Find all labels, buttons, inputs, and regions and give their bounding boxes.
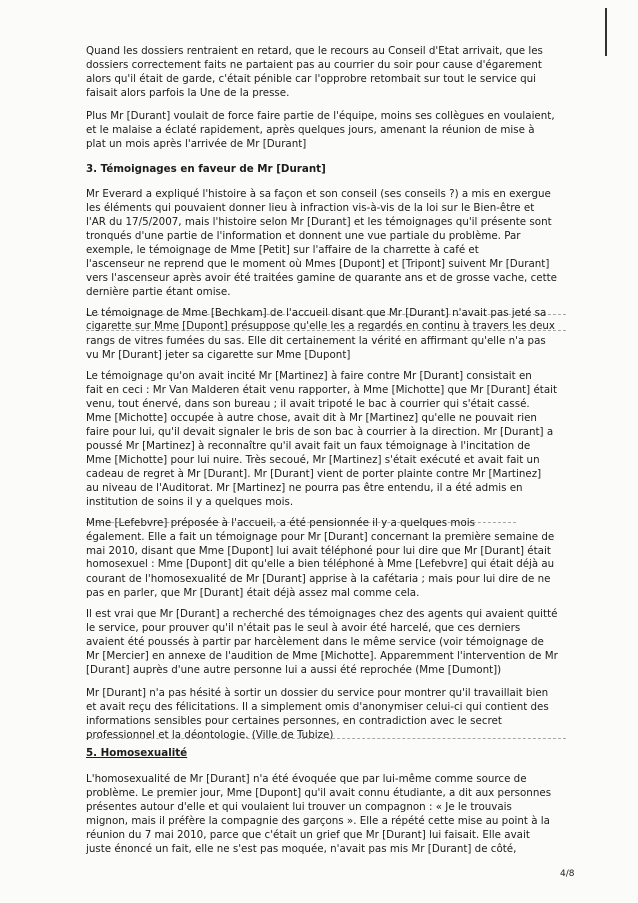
text-line: institution de soins il y a quelques mois.	[86, 496, 294, 508]
text-line: pas en parler, que Mr [Durant] était déjà assez mal comme cela.	[86, 587, 420, 599]
text-line: alors qu'il était de garde, c'était pénible car l'opprobre retombait sur tout le service qui	[86, 73, 536, 85]
text-line: Mme [Michotte] pour lui nuire. Très secoué, Mr [Martinez] s'était exécuté et avait fait un	[86, 454, 540, 466]
text-line: Mme [Michotte] occupée à autre chose, avait dit à Mr [Martinez] qu'elle ne pouvait rien	[86, 412, 537, 424]
text-line: professionnel et la déontologie. (Ville de Tubize)	[86, 729, 334, 741]
text-line: Quand les dossiers rentraient en retard, que le recours au Conseil d'Etat arrivait, que les	[86, 45, 543, 57]
scan-mark	[605, 8, 607, 56]
text-line: l'AR du 17/5/2007, mais l'histoire selon Mr [Durant] et les témoignages qu'il présente sont	[86, 216, 552, 228]
text-line: au niveau de l'Auditorat. Mr [Martinez] ne pourra pas être entendu, il a été admis en	[86, 482, 523, 494]
text-line: juste énoncé un fait, elle ne s'est pas moquée, n'avait pas mis Mr [Durant] de côté,	[86, 843, 517, 855]
text-line: venu, tout énervé, dans son bureau ; il avait tripoté le bac à courrier qui s'était cassé.	[86, 398, 530, 410]
text-line: [Durant] auprès d'une autre personne lui a aussi été reprochée (Mme [Dumont])	[86, 664, 502, 676]
text-line: le service, pour prouver qu'il n'était pas le seul à avoir été harcelé, que ces derniers	[86, 622, 521, 634]
text-line: poussé Mr [Martinez] à reconnaître qu'il avait fait un faux témoignage à l'incitation de	[86, 440, 531, 452]
text-line: mai 2010, disant que Mme [Dupont] lui avait téléphoné pour lui dire que Mr [Durant] était	[86, 545, 551, 557]
text-line: cigarette sur Mme [Dupont] présuppose qu'elle les a regardés en continu à travers les deux	[86, 321, 555, 332]
text-line: vu Mr [Durant] jeter sa cigarette sur Mme [Dupont]	[86, 349, 351, 361]
text-line: L'homosexualité de Mr [Durant] n'a été évoquée que par lui-même comme source de	[86, 773, 527, 785]
text-line: Mr Everard a expliqué l'histoire à sa façon et son conseil (ses conseils ?) a mis en exergue	[86, 188, 551, 200]
text-line: mignon, mais il préfère la compagnie des garçons ». Elle a répété cette mise au point à la	[86, 815, 550, 827]
text-line: vers l'ascenseur après avoir été traitées gamine de quarante ans et de grosse vache, cette	[86, 272, 558, 284]
text-line: les éléments qui pouvaient donner lieu à infraction vis-à-vis de la loi sur le Bien-être et	[86, 202, 535, 214]
text-line: également. Elle a fait un témoignage pour Mr [Durant] concernant la première semaine de	[86, 531, 555, 543]
text-line: plat un mois après l'arrivée de Mr [Durant]	[86, 138, 307, 150]
page-number: 4/8	[560, 869, 575, 879]
section-heading: 3. Témoignages en faveur de Mr [Durant]	[86, 163, 326, 175]
text-line: courant de l'homosexualité de Mr [Durant] apprise à la cafétaria ; mais pour lui dire de ne	[86, 573, 551, 585]
text-line: faire pour lui, qu'il devait signaler le bris de son bac à courrier à la direction. Mr [Durant] a	[86, 426, 554, 438]
text-line: faisait alors parfois la Une de la presse.	[86, 87, 290, 99]
text-line: Il est vrai que Mr [Durant] a recherché des témoignages chez des agents qui avaient quitté	[86, 608, 558, 620]
text-line: exemple, le témoignage de Mme [Petit] sur l'affaire de la charrette à café et	[86, 244, 479, 256]
text-line: présentes autour d'elle et qui voulaient lui trouver un compagnon : « Je le trouvais	[86, 801, 512, 813]
text-line: problème. Le premier jour, Mme [Dupont] qu'il avait connu étudiante, a dit aux personnes	[86, 787, 552, 799]
text-line: tronqués d'une partie de l'information et donnent une vue partiale du problème. Par	[86, 230, 521, 242]
text-line: avaient été poussés à partir par harcèlement dans le même service (voir témoignage de	[86, 636, 544, 648]
text-line: Plus Mr [Durant] voulait de force faire partie de l'équipe, moins ses collègues en voulaient,	[86, 110, 555, 122]
text-line: fait en ceci : Mr Van Malderen était venu rapporter, à Mme [Michotte] que Mr [Durant] était	[86, 384, 558, 396]
text-line: cadeau de regret à Mr [Durant]. Mr [Durant] vient de porter plainte contre Mr [Martinez]	[86, 468, 542, 480]
text-line: réunion du 7 mai 2010, parce que c'était un grief que Mr [Durant] lui faisait. Elle avait	[86, 829, 530, 841]
text-line: rangs de vitres fumées du sas. Elle dit certainement la vérité en affirmant qu'elle n'a pas	[86, 335, 546, 347]
text-line: informations sensibles pour certaines personnes, en contradiction avec le secret	[86, 715, 502, 727]
text-line: homosexuel : Mme [Dupont] dit qu'elle a bien téléphoné à Mme [Lefebvre] qui était déjà au	[86, 559, 555, 570]
text-line: et le malaise a éclaté rapidement, après quelques jours, amenant la réunion de mise à	[86, 124, 535, 136]
text-line: Mme [Lefebvre] préposée à l'accueil, a été pensionnée il y a quelques mois	[86, 517, 475, 529]
text-line: Mr [Durant] n'a pas hésité à sortir un dossier du service pour montrer qu'il travaillait bien	[86, 687, 549, 699]
text-line: dernière partie étant omise.	[86, 286, 231, 298]
text-line: l'ascenseur ne reprend que le moment où Mmes [Dupont] et [Tripont] suivent Mr [Durant]	[86, 258, 550, 270]
section-heading: 5. Homosexualité	[86, 747, 188, 759]
text-line: dossiers correctement faits ne partaient pas au courrier du soir pour cause d'égarement	[86, 59, 542, 71]
text-line: Le témoignage qu'on avait incité Mr [Martinez] à faire contre Mr [Durant] consistait en	[86, 370, 532, 382]
text-line: et avait reçu des félicitations. Il a simplement omis d'anonymiser celui-ci qui contient des	[86, 701, 549, 713]
text-line: Mr [Mercier] en annexe de l'audition de Mme [Michotte]. Apparemment l'intervention de Mr	[86, 650, 558, 662]
text-line: Le témoignage de Mme [Bechkam] de l'accueil disant que Mr [Durant] n'avait pas jeté sa	[86, 307, 547, 319]
